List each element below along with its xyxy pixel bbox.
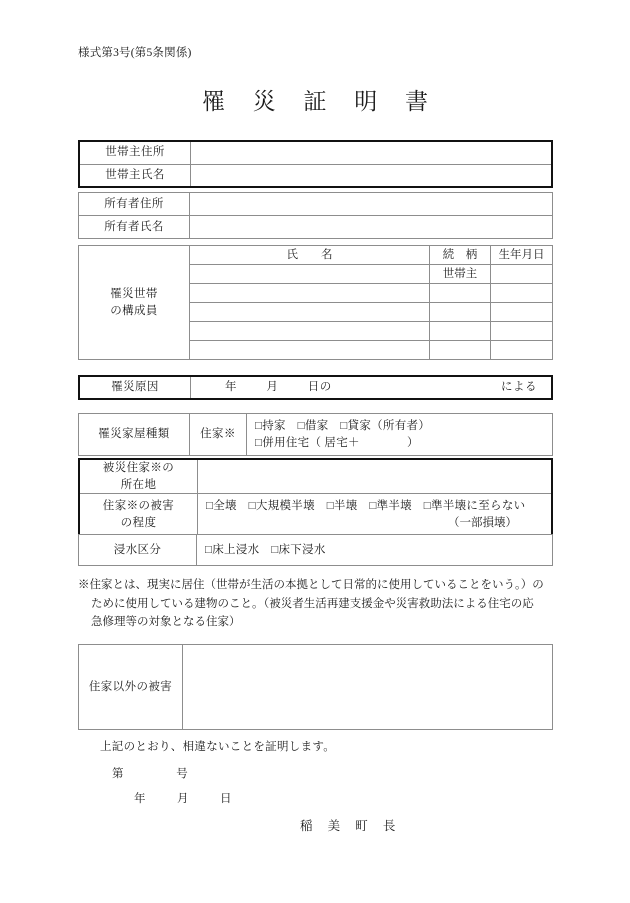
issue-month: 月 [177,793,189,805]
member-birthdate-4[interactable] [491,322,553,341]
issuer-signature: 稲 美 町 長 [300,819,402,833]
issue-year: 年 [134,793,146,805]
household-members-table [78,245,553,360]
flood-options-cell [197,535,553,566]
members-header-relation: 続 柄 [430,246,491,265]
member-relation-2[interactable] [430,284,491,303]
member-name-3[interactable] [190,303,430,322]
member-relation-1[interactable]: 世帯主 [430,265,491,284]
serial-number-line [112,765,188,781]
cause-label: 罹災原因 [79,376,191,399]
members-label-line2: の構成員 [110,304,158,317]
householder-name-value[interactable] [191,164,553,187]
cause-table [78,375,553,400]
owner-name-value[interactable] [190,216,553,239]
table-row [79,376,552,399]
house-type-option-line-1[interactable]: □持家 □借家 □貸家（所有者） [255,420,431,432]
cause-suffix: による [501,381,537,394]
members-header-birthdate: 生年月日 [491,246,553,265]
issue-day: 日 [220,793,232,805]
serial-prefix: 第 [112,768,124,780]
note-line-3: 急修理等の対象となる住家） [91,616,241,629]
owner-name-label: 所有者氏名 [79,216,190,239]
table-row [79,459,552,494]
members-row-label [79,246,190,360]
housing-definition-note [78,576,562,632]
owner-address-value[interactable] [190,193,553,216]
cause-value-cell[interactable] [191,376,553,399]
note-line-2: ために使用している建物のこと。（被災者生活再建支援金や災害救助法による住宅の応 [91,597,534,610]
cause-month: 月 [266,381,279,394]
member-name-4[interactable] [190,322,430,341]
table-row [79,645,553,730]
flood-table [78,534,553,566]
member-name-1[interactable] [190,265,430,284]
house-type-options-cell [247,414,553,456]
table-row [79,141,552,164]
member-name-2[interactable] [190,284,430,303]
member-birthdate-1[interactable] [491,265,553,284]
householder-address-value[interactable] [191,141,553,164]
house-type-label: 罹災家屋種類 [79,414,190,456]
householder-table [78,140,553,188]
flood-options[interactable]: □床上浸水 □床下浸水 [205,543,326,556]
damage-degree-label-line1: 住家※の被害 [102,500,175,513]
house-type-table [78,413,553,456]
cause-year: 年 [225,381,237,394]
issue-date-line [134,790,232,806]
member-birthdate-3[interactable] [491,303,553,322]
owner-address-label: 所有者住所 [79,193,190,216]
other-damage-value[interactable] [183,645,553,730]
members-header-name: 氏 名 [190,246,430,265]
owner-table [78,192,553,239]
damage-degree-sub-note: （一部損壊） [448,517,517,530]
table-row [79,164,552,187]
damage-degree-label-line2: の程度 [120,517,157,530]
members-label-line1: 罹災世帯 [110,287,158,300]
flood-label: 浸水区分 [79,535,197,566]
damage-location-label-line1: 被災住家※の [102,462,175,474]
form-number: 様式第3号(第5条関係) [78,47,192,59]
member-name-5[interactable] [190,341,430,360]
cause-date-group [225,379,332,396]
damage-degree-options[interactable]: □全壊 □大規模半壊 □半壊 □準半壊 □準半壊に至らない [206,500,526,513]
damage-table [78,458,553,538]
damage-location-label [79,459,198,494]
note-line-1: ※住家とは、現実に居住（世帯が生活の本拠として日常的に使用していることをいう。）の [78,579,544,591]
householder-address-label: 世帯主住所 [79,141,191,164]
table-row [79,494,552,537]
house-type-sub-label: 住家※ [190,414,247,456]
house-type-option-line-2[interactable]: □併用住宅（ 居宅＋ ） [255,436,419,449]
damage-degree-options-cell [198,494,553,537]
table-row [79,216,553,239]
member-relation-4[interactable] [430,322,491,341]
certification-statement: 上記のとおり、相違ないことを証明します。 [100,741,336,753]
table-header-row [79,246,553,265]
member-birthdate-2[interactable] [491,284,553,303]
table-row [79,193,553,216]
page-title: 罹 災 証 明 書 [202,89,439,114]
damage-degree-label [79,494,198,537]
table-row [79,414,553,456]
serial-suffix: 号 [176,768,188,780]
cause-day: 日の [307,381,332,394]
other-damage-table [78,644,553,730]
damage-location-value[interactable] [198,459,553,494]
householder-name-label: 世帯主氏名 [79,164,191,187]
member-birthdate-5[interactable] [491,341,553,360]
member-relation-5[interactable] [430,341,491,360]
other-damage-label: 住家以外の被害 [79,645,183,730]
table-row [79,535,553,566]
member-relation-3[interactable] [430,303,491,322]
damage-location-label-line2: 所在地 [120,478,157,491]
